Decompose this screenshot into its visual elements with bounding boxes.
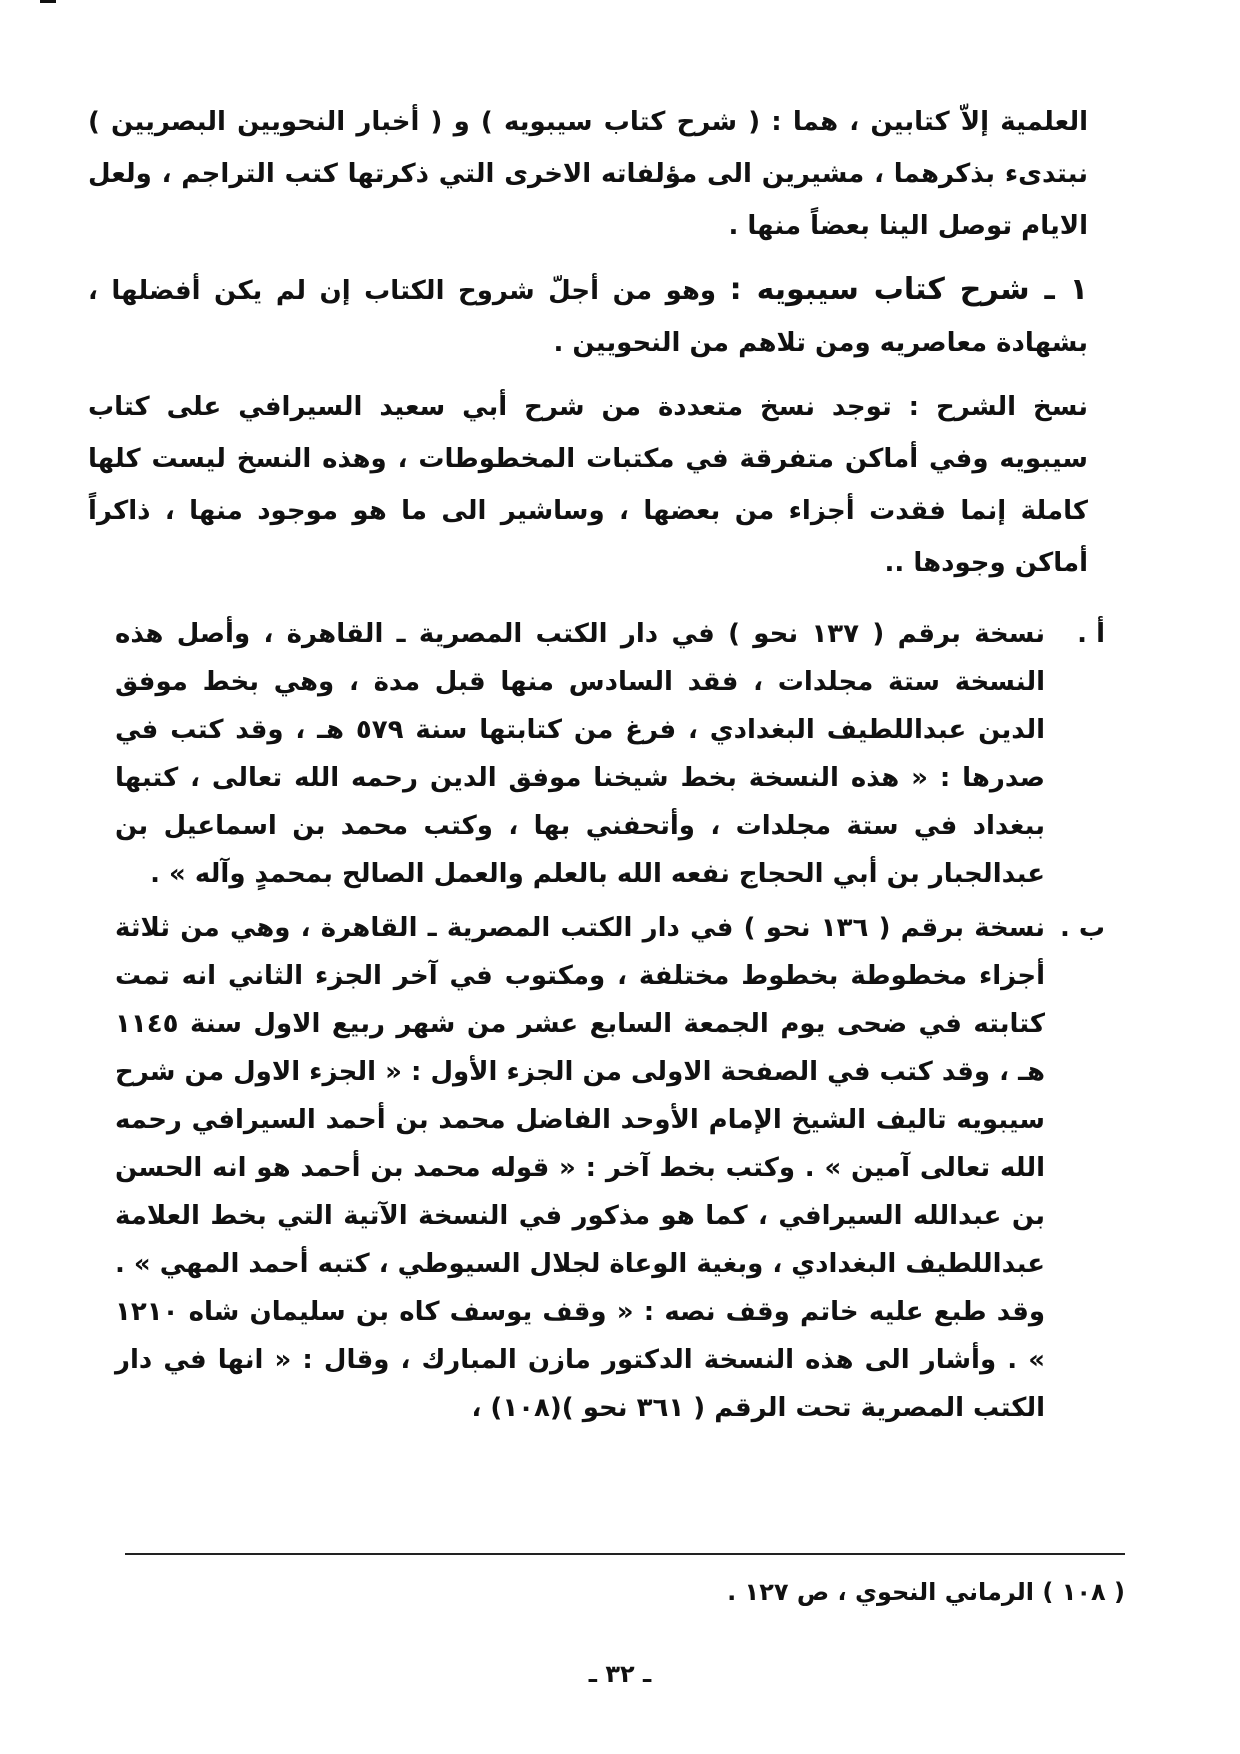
page-number: ـ ٣٢ ـ [588,1660,652,1688]
list-item [115,904,1105,1432]
list-item [115,610,1105,898]
main-text [88,96,1088,589]
list-item-text: نسخة برقم ( ١٣٦ نحو ) في دار الكتب المصرية ـ القاهرة ، وهي من ثلاثة أجزاء مخطوطة بخطوط مختلفة ، ومكتوب في آخر الجزء الثاني انه تمت كتابته في ضحى يوم الجمعة السابع عشر من شهر ربيع الاول سنة ١١٤٥ هـ ، وقد كتب في الصفحة الاولى من الجزء الأول : « الجزء الاول من شرح سيبويه تاليف الشيخ الإمام الأوحد الفاضل محمد بن أحمد السيرافي رحمه الله تعالى آمين » . وكتب بخط آخر : « قوله محمد بن أحمد هو انه الحسن بن عبدالله السيرافي ، كما هو مذكور في النسخة الآتية التي بخط العلامة عبداللطيف البغدادي ، وبغية الوعاة لجلال السيوطي ، كتبه أحمد المهي » . وقد طبع عليه خاتم وقف نصه : « وقف يوسف كاه بن سليمان شاه ١٢١٠ » . وأشار الى هذه النسخة الدكتور مازن المبارك ، وقال : « انها في دار الكتب المصرية تحت الرقم ( ٣٦١ نحو )(١٠٨) ، [115,913,1045,1423]
copies-paragraph: نسخ الشرح : توجد نسخ متعددة من شرح أبي سعيد السيرافي على كتاب سيبويه وفي أماكن متفرقة في مكتبات المخطوطات ، وهذه النسخ ليست كلها كاملة إنما فقدت أجزاء من بعضها ، وساشير الى ما هو موجود منها ، ذاكراً أماكن وجودها .. [88,392,1088,578]
manuscript-list [115,610,1105,1436]
list-item-marker: ب . [1059,913,1105,943]
section-text: وهو من أجلّ شروح الكتاب إن لم يكن أفضلها ، بشهادة معاصريه ومن تلاهم من النحويين . [88,276,1088,358]
footnote: ( ١٠٨ ) الرماني النحوي ، ص ١٢٧ . [727,1578,1125,1606]
list-item-marker: أ . [1077,619,1105,649]
section-paragraph [88,264,1088,369]
list-item-text: نسخة برقم ( ١٣٧ نحو ) في دار الكتب المصرية ـ القاهرة ، وأصل هذه النسخة ستة مجلدات ، فقد السادس منها قبل مدة ، وهي بخط موفق الدين عبداللطيف البغدادي ، فرغ من كتابتها سنة ٥٧٩ هـ ، وقد كتب في صدرها : « هذه النسخة بخط شيخنا موفق الدين رحمه الله تعالى ، كتبها ببغداد في ستة مجلدات ، وأتحفني بها ، وكتب محمد بن اسماعيل بن عبدالجبار بن أبي الحجاج نفعه الله بالعلم والعمل الصالح بمحمدٍ وآله » . [115,619,1046,889]
footnote-divider [125,1553,1125,1555]
section-title: ١ ـ شرح كتاب سيبويه : [729,272,1089,307]
scan-mark [40,0,56,3]
intro-paragraph: العلمية إلاّ كتابين ، هما : ( شرح كتاب سيبويه ) و ( أخبار النحويين البصريين ) نبتدىء بذكرهما ، مشيرين الى مؤلفاته الاخرى التي ذكرتها كتب التراجم ، ولعل الايام توصل الينا بعضاً منها . [88,107,1088,241]
